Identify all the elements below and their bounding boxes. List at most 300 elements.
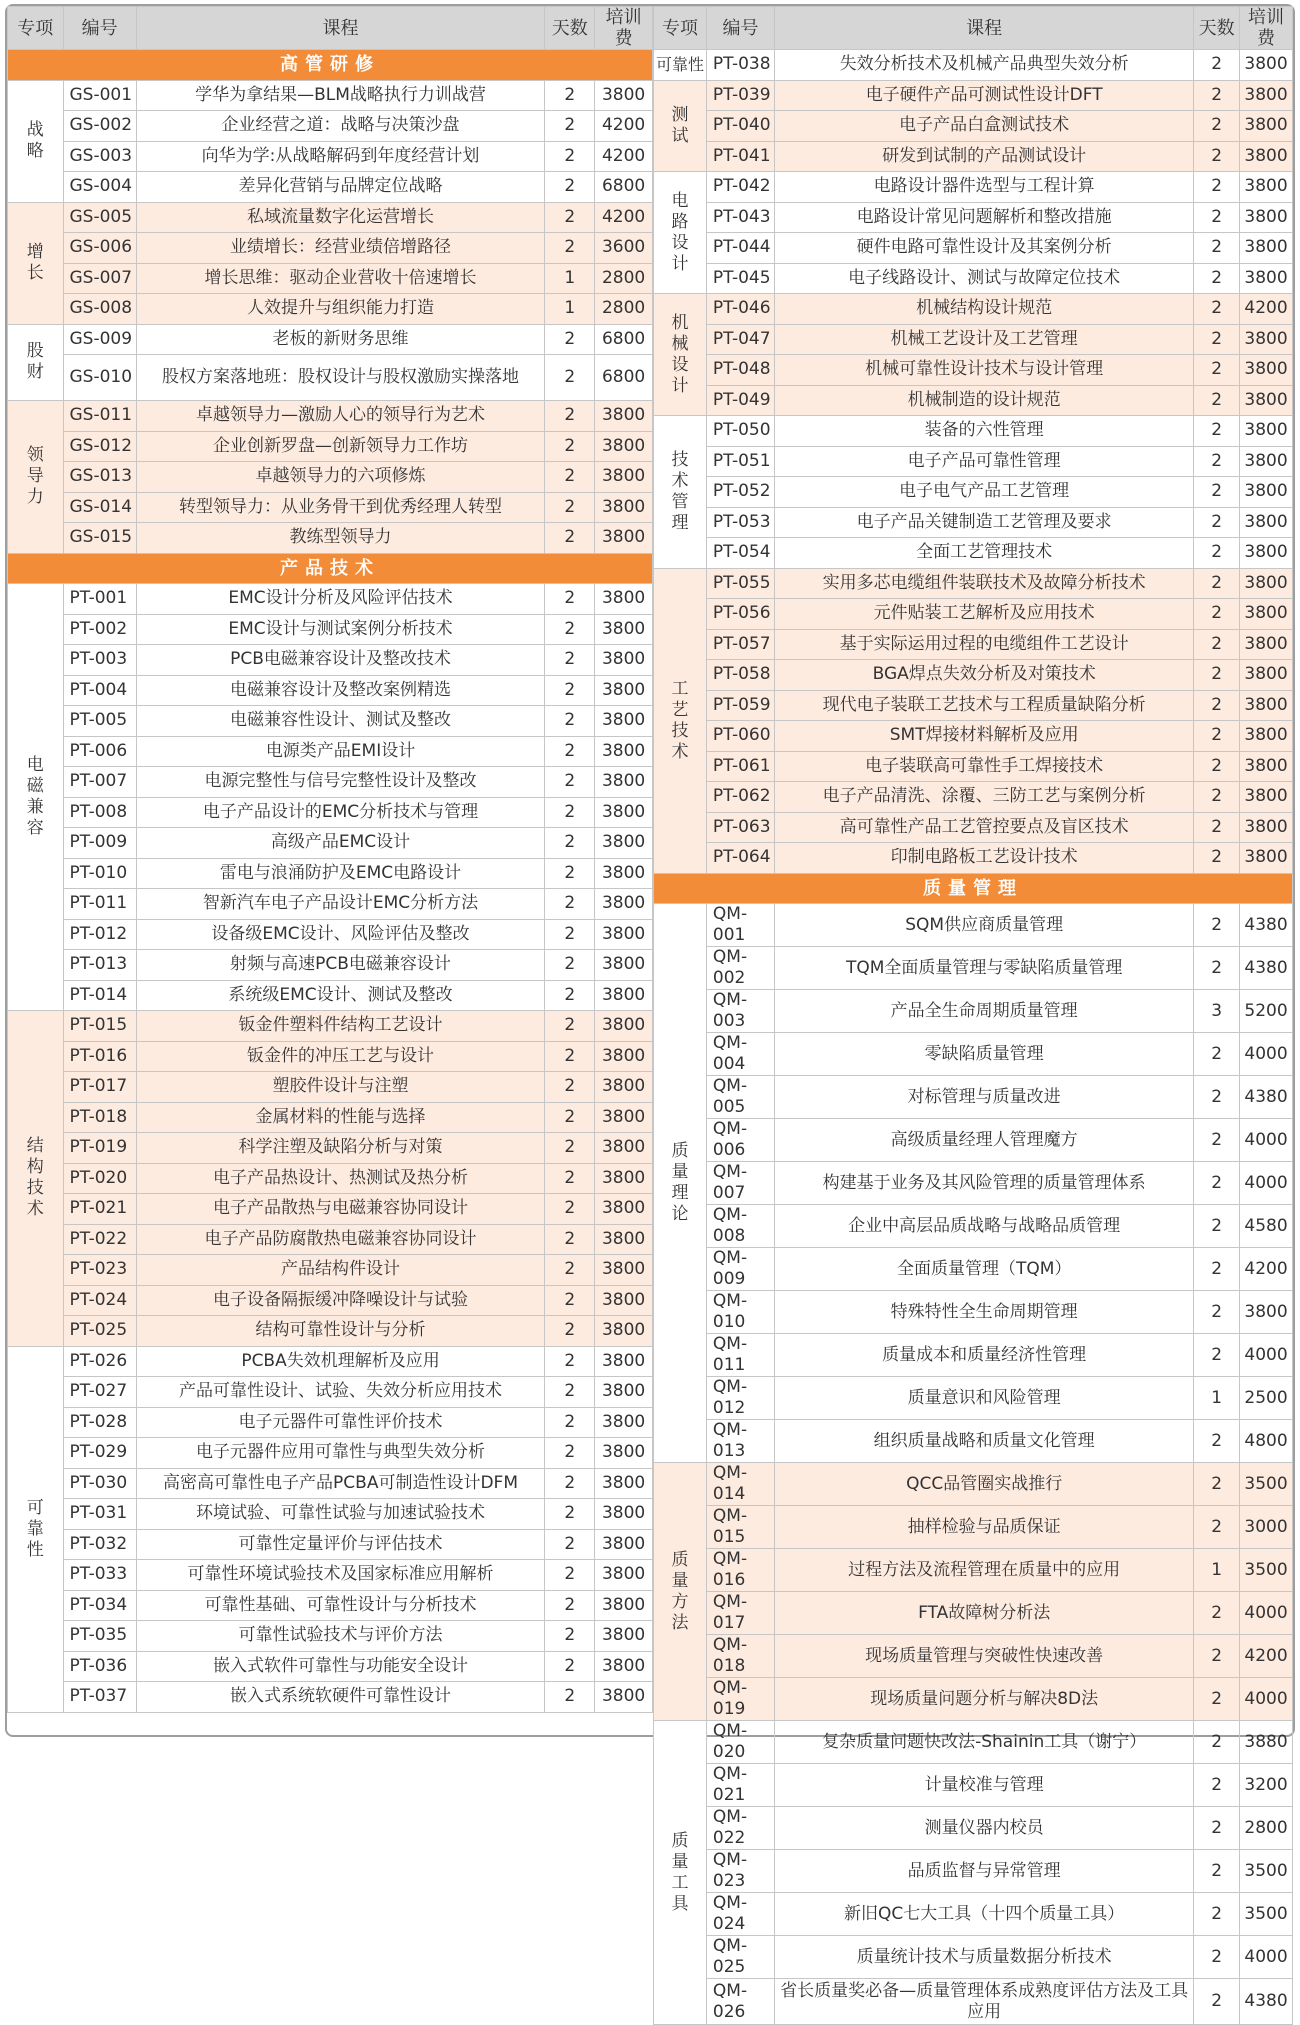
course-days: 2 — [545, 1163, 595, 1194]
course-fee: 2800 — [595, 263, 653, 294]
course-name: PCBA失效机理解析及应用 — [136, 1346, 545, 1377]
table-row — [654, 1248, 1293, 1291]
course-days: 2 — [1194, 385, 1240, 416]
course-code: QM-009 — [706, 1248, 774, 1291]
table-row — [8, 919, 653, 950]
course-fee: 3800 — [1240, 416, 1293, 447]
course-name: 电子电气产品工艺管理 — [775, 477, 1194, 508]
table-row — [654, 202, 1293, 233]
course-code: PT-050 — [706, 416, 774, 447]
course-fee: 3800 — [1240, 599, 1293, 630]
course-name: BGA焊点失效分析及对策技术 — [775, 660, 1194, 691]
course-name: 电子产品可靠性管理 — [775, 446, 1194, 477]
course-days: 1 — [545, 263, 595, 294]
course-days: 2 — [545, 1468, 595, 1499]
course-code: PT-056 — [706, 599, 774, 630]
course-fee: 4000 — [1240, 1119, 1293, 1162]
section-title: 产品技术 — [8, 553, 653, 584]
course-name: 高级质量经理人管理魔方 — [775, 1119, 1194, 1162]
table-row — [8, 1011, 653, 1042]
course-fee: 3800 — [595, 1438, 653, 1469]
table-row — [8, 462, 653, 493]
course-fee: 3800 — [595, 1621, 653, 1652]
course-fee: 3800 — [1240, 568, 1293, 599]
course-fee: 3800 — [595, 80, 653, 111]
course-days: 2 — [1194, 80, 1240, 111]
course-code: PT-022 — [63, 1224, 136, 1255]
course-fee: 3800 — [1240, 355, 1293, 386]
course-name: 电子产品设计的EMC分析技术与管理 — [136, 797, 545, 828]
table-row — [654, 1205, 1293, 1248]
course-days: 2 — [1194, 568, 1240, 599]
course-code: PT-052 — [706, 477, 774, 508]
course-days: 2 — [545, 202, 595, 233]
course-fee: 6800 — [595, 355, 653, 401]
course-days: 1 — [1194, 1377, 1240, 1420]
header-course: 课程 — [136, 7, 545, 50]
table-row — [654, 1549, 1293, 1592]
table-row — [654, 1420, 1293, 1463]
course-days: 1 — [545, 294, 595, 325]
course-code: PT-040 — [706, 111, 774, 142]
course-name: 机械工艺设计及工艺管理 — [775, 324, 1194, 355]
course-code: PT-019 — [63, 1133, 136, 1164]
course-code: PT-054 — [706, 538, 774, 569]
course-code: PT-005 — [63, 706, 136, 737]
table-row — [654, 1592, 1293, 1635]
course-days: 2 — [545, 1011, 595, 1042]
course-days: 2 — [1194, 1592, 1240, 1635]
course-code: PT-061 — [706, 751, 774, 782]
table-row — [8, 324, 653, 355]
course-days: 2 — [545, 401, 595, 432]
course-name: 可靠性试验技术与评价方法 — [136, 1621, 545, 1652]
course-days: 2 — [1194, 477, 1240, 508]
table-row — [654, 1334, 1293, 1377]
course-name: 增长思维：驱动企业营收十倍速增长 — [136, 263, 545, 294]
course-fee: 3500 — [1240, 1850, 1293, 1893]
course-code: QM-022 — [706, 1807, 774, 1850]
course-code: PT-063 — [706, 812, 774, 843]
table-row — [654, 141, 1293, 172]
course-days: 2 — [1194, 263, 1240, 294]
course-name: 股权方案落地班：股权设计与股权激励实操落地 — [136, 355, 545, 401]
course-fee: 3800 — [595, 1255, 653, 1286]
course-days: 2 — [545, 980, 595, 1011]
course-code: PT-012 — [63, 919, 136, 950]
course-code: GS-014 — [63, 492, 136, 523]
course-fee: 3800 — [595, 1407, 653, 1438]
course-fee: 4000 — [1240, 1936, 1293, 1979]
course-code: PT-001 — [63, 584, 136, 615]
course-code: PT-013 — [63, 950, 136, 981]
course-days: 2 — [1194, 233, 1240, 264]
course-fee: 4580 — [1240, 1205, 1293, 1248]
course-fee: 2500 — [1240, 1377, 1293, 1420]
course-name: 省长质量奖必备—质量管理体系成熟度评估方法及工具应用 — [775, 1979, 1194, 2025]
course-name: 印制电路板工艺设计技术 — [775, 843, 1194, 874]
table-row — [8, 172, 653, 203]
table-row — [654, 1162, 1293, 1205]
course-name: 卓越领导力的六项修炼 — [136, 462, 545, 493]
course-fee: 3800 — [595, 797, 653, 828]
course-days: 2 — [545, 431, 595, 462]
table-row — [654, 233, 1293, 264]
course-code: QM-018 — [706, 1635, 774, 1678]
course-code: PT-042 — [706, 172, 774, 203]
course-code: GS-008 — [63, 294, 136, 325]
table-row — [8, 645, 653, 676]
table-row — [8, 202, 653, 233]
course-code: PT-004 — [63, 675, 136, 706]
course-name: 可靠性定量评价与评估技术 — [136, 1529, 545, 1560]
table-row — [8, 1041, 653, 1072]
course-name: 雷电与浪涌防护及EMC电路设计 — [136, 858, 545, 889]
course-code: QM-019 — [706, 1678, 774, 1721]
course-fee: 3200 — [1240, 1764, 1293, 1807]
course-code: PT-023 — [63, 1255, 136, 1286]
course-name: 钣金件塑料件结构工艺设计 — [136, 1011, 545, 1042]
course-fee: 4200 — [595, 111, 653, 142]
course-fee: 3800 — [1240, 507, 1293, 538]
header-fee: 培训费 — [595, 7, 653, 50]
course-code: PT-018 — [63, 1102, 136, 1133]
table-row — [654, 385, 1293, 416]
course-fee: 3800 — [595, 492, 653, 523]
table-row — [654, 1678, 1293, 1721]
course-days: 2 — [1194, 1807, 1240, 1850]
course-code: PT-008 — [63, 797, 136, 828]
course-fee: 3800 — [1240, 721, 1293, 752]
course-code: PT-035 — [63, 1621, 136, 1652]
course-days: 2 — [1194, 202, 1240, 233]
table-row — [8, 80, 653, 111]
group-label-质量方法: 质量方法 — [654, 1463, 707, 1721]
course-code: PT-059 — [706, 690, 774, 721]
course-fee: 3800 — [1240, 80, 1293, 111]
table-row — [8, 828, 653, 859]
course-name: TQM全面质量管理与零缺陷质量管理 — [775, 947, 1194, 990]
course-name: 私域流量数字化运营增长 — [136, 202, 545, 233]
table-row — [654, 568, 1293, 599]
table-row — [654, 1291, 1293, 1334]
course-fee: 3800 — [595, 858, 653, 889]
course-fee: 3600 — [595, 233, 653, 264]
course-code: PT-024 — [63, 1285, 136, 1316]
course-days: 2 — [545, 1621, 595, 1652]
course-name: 复杂质量问题快改法-Shainin工具（谢宁） — [775, 1721, 1194, 1764]
course-days: 2 — [1194, 141, 1240, 172]
table-row — [654, 690, 1293, 721]
course-days: 2 — [1194, 1420, 1240, 1463]
group-label-战略: 战略 — [8, 80, 64, 202]
course-code: GS-011 — [63, 401, 136, 432]
course-fee: 3800 — [1240, 446, 1293, 477]
course-fee: 3800 — [1240, 141, 1293, 172]
section-title: 高管研修 — [8, 50, 653, 81]
course-name: 抽样检验与品质保证 — [775, 1506, 1194, 1549]
course-name: 过程方法及流程管理在质量中的应用 — [775, 1549, 1194, 1592]
table-row — [654, 294, 1293, 325]
course-days: 2 — [1194, 751, 1240, 782]
course-name: 基于实际运用过程的电缆组件工艺设计 — [775, 629, 1194, 660]
course-code: QM-011 — [706, 1334, 774, 1377]
course-name: 差异化营销与品牌定位战略 — [136, 172, 545, 203]
table-row — [8, 675, 653, 706]
course-code: QM-014 — [706, 1463, 774, 1506]
course-code: QM-005 — [706, 1076, 774, 1119]
table-row — [654, 1850, 1293, 1893]
course-days: 2 — [545, 1255, 595, 1286]
course-days: 2 — [545, 1346, 595, 1377]
course-fee: 3800 — [595, 736, 653, 767]
table-row — [654, 782, 1293, 813]
course-days: 2 — [545, 1682, 595, 1713]
course-name: 企业经营之道：战略与决策沙盘 — [136, 111, 545, 142]
table-row — [654, 50, 1293, 81]
course-fee: 3800 — [1240, 690, 1293, 721]
course-code: PT-020 — [63, 1163, 136, 1194]
course-days: 2 — [545, 1560, 595, 1591]
course-fee: 3800 — [595, 767, 653, 798]
course-name: 环境试验、可靠性试验与加速试验技术 — [136, 1499, 545, 1530]
table-row — [8, 950, 653, 981]
course-days: 2 — [1194, 1635, 1240, 1678]
course-name: 电子装联高可靠性手工焊接技术 — [775, 751, 1194, 782]
course-name: 机械结构设计规范 — [775, 294, 1194, 325]
course-days: 2 — [1194, 446, 1240, 477]
table-row — [8, 767, 653, 798]
course-days: 2 — [1194, 1033, 1240, 1076]
course-code: QM-001 — [706, 904, 774, 947]
course-fee: 3800 — [595, 1102, 653, 1133]
course-days: 2 — [1194, 690, 1240, 721]
table-row — [8, 1255, 653, 1286]
course-code: PT-062 — [706, 782, 774, 813]
course-name: 构建基于业务及其风险管理的质量管理体系 — [775, 1162, 1194, 1205]
course-days: 2 — [545, 1224, 595, 1255]
course-code: PT-002 — [63, 614, 136, 645]
course-fee: 3800 — [595, 1377, 653, 1408]
course-code: GS-013 — [63, 462, 136, 493]
course-days: 2 — [545, 233, 595, 264]
course-name: 电子元器件应用可靠性与典型失效分析 — [136, 1438, 545, 1469]
course-code: PT-010 — [63, 858, 136, 889]
course-fee: 3800 — [595, 950, 653, 981]
course-days: 2 — [545, 919, 595, 950]
course-fee: 3800 — [595, 1133, 653, 1164]
course-days: 2 — [545, 1072, 595, 1103]
course-name: 机械制造的设计规范 — [775, 385, 1194, 416]
group-label-工艺技术: 工艺技术 — [654, 568, 707, 873]
course-fee: 3800 — [595, 1194, 653, 1225]
course-fee: 3800 — [595, 889, 653, 920]
table-row — [8, 1102, 653, 1133]
course-fee: 6800 — [595, 324, 653, 355]
table-row — [654, 80, 1293, 111]
course-fee: 2800 — [1240, 1807, 1293, 1850]
course-fee: 4380 — [1240, 1979, 1293, 2025]
table-row — [654, 1721, 1293, 1764]
course-fee: 3800 — [595, 1468, 653, 1499]
course-name: 电子产品散热与电磁兼容协同设计 — [136, 1194, 545, 1225]
table-row — [654, 355, 1293, 386]
course-name: 业绩增长：经营业绩倍增路径 — [136, 233, 545, 264]
table-row — [654, 660, 1293, 691]
course-days: 2 — [545, 324, 595, 355]
table-row — [8, 1560, 653, 1591]
table-row — [654, 111, 1293, 142]
group-label-电磁兼容: 电磁兼容 — [8, 584, 64, 1011]
course-fee: 4380 — [1240, 1076, 1293, 1119]
course-fee: 3800 — [595, 645, 653, 676]
course-name: 设备级EMC设计、风险评估及整改 — [136, 919, 545, 950]
group-label-增长: 增长 — [8, 202, 64, 324]
course-code: PT-064 — [706, 843, 774, 874]
course-days: 2 — [1194, 1979, 1240, 2025]
course-code: GS-004 — [63, 172, 136, 203]
course-name: 电源类产品EMI设计 — [136, 736, 545, 767]
course-code: PT-037 — [63, 1682, 136, 1713]
course-fee: 3800 — [1240, 385, 1293, 416]
course-days: 2 — [545, 111, 595, 142]
course-fee: 4000 — [1240, 1334, 1293, 1377]
course-code: GS-001 — [63, 80, 136, 111]
course-code: QM-006 — [706, 1119, 774, 1162]
course-days: 2 — [545, 645, 595, 676]
course-days: 2 — [1194, 1506, 1240, 1549]
course-name: SMT焊接材料解析及应用 — [775, 721, 1194, 752]
course-name: 质量意识和风险管理 — [775, 1377, 1194, 1420]
course-fee: 3800 — [1240, 202, 1293, 233]
table-row — [8, 1133, 653, 1164]
header-row — [654, 7, 1293, 50]
course-code: QM-024 — [706, 1893, 774, 1936]
course-name: 现场质量管理与突破性快速改善 — [775, 1635, 1194, 1678]
header-code: 编号 — [706, 7, 774, 50]
table-row — [8, 1590, 653, 1621]
course-fee: 2800 — [595, 294, 653, 325]
table-row — [654, 1506, 1293, 1549]
course-days: 2 — [1194, 629, 1240, 660]
course-days: 2 — [545, 355, 595, 401]
course-code: PT-034 — [63, 1590, 136, 1621]
course-name: 金属材料的性能与选择 — [136, 1102, 545, 1133]
course-name: 研发到试制的产品测试设计 — [775, 141, 1194, 172]
course-fee: 4200 — [1240, 1635, 1293, 1678]
group-label-可靠性: 可靠性 — [8, 1346, 64, 1712]
header-days: 天数 — [1194, 7, 1240, 50]
course-fee: 3800 — [595, 1163, 653, 1194]
course-days: 2 — [545, 736, 595, 767]
course-fee: 3800 — [1240, 324, 1293, 355]
course-days: 2 — [1194, 782, 1240, 813]
course-fee: 4200 — [595, 141, 653, 172]
course-code: QM-003 — [706, 990, 774, 1033]
group-label-机械设计: 机械设计 — [654, 294, 707, 416]
table-row — [654, 538, 1293, 569]
table-row — [8, 233, 653, 264]
course-fee: 6800 — [595, 172, 653, 203]
course-days: 2 — [545, 1285, 595, 1316]
table-row — [654, 446, 1293, 477]
table-row — [654, 599, 1293, 630]
course-name: 组织质量战略和质量文化管理 — [775, 1420, 1194, 1463]
course-fee: 4000 — [1240, 1678, 1293, 1721]
table-row — [8, 584, 653, 615]
course-code: PT-058 — [706, 660, 774, 691]
course-code: PT-029 — [63, 1438, 136, 1469]
course-name: 高可靠性产品工艺管控要点及盲区技术 — [775, 812, 1194, 843]
section-header-row — [654, 873, 1293, 904]
table-row — [654, 263, 1293, 294]
course-name: 高密高可靠性电子产品PCBA可制造性设计DFM — [136, 1468, 545, 1499]
course-name: 人效提升与组织能力打造 — [136, 294, 545, 325]
course-name: EMC设计分析及风险评估技术 — [136, 584, 545, 615]
course-name: 电磁兼容设计及整改案例精选 — [136, 675, 545, 706]
catalog-frame — [5, 4, 1295, 2022]
course-code: QM-012 — [706, 1377, 774, 1420]
header-code: 编号 — [63, 7, 136, 50]
course-code: PT-017 — [63, 1072, 136, 1103]
course-code: QM-020 — [706, 1721, 774, 1764]
course-code: QM-023 — [706, 1850, 774, 1893]
course-code: QM-004 — [706, 1033, 774, 1076]
course-days: 2 — [545, 675, 595, 706]
course-code: PT-014 — [63, 980, 136, 1011]
header-group: 专项 — [8, 7, 64, 50]
course-days: 2 — [545, 172, 595, 203]
course-name: SQM供应商质量管理 — [775, 904, 1194, 947]
course-fee: 3800 — [1240, 477, 1293, 508]
course-name: QCC品管圈实战推行 — [775, 1463, 1194, 1506]
course-days: 2 — [545, 1590, 595, 1621]
course-name: 电路设计器件选型与工程计算 — [775, 172, 1194, 203]
course-fee: 3800 — [595, 1316, 653, 1347]
course-code: QM-008 — [706, 1205, 774, 1248]
course-table-right — [653, 6, 1293, 2025]
table-row — [8, 614, 653, 645]
course-fee: 3800 — [1240, 782, 1293, 813]
course-code: PT-043 — [706, 202, 774, 233]
section-title: 质量管理 — [654, 873, 1293, 904]
table-row — [8, 1285, 653, 1316]
course-days: 2 — [545, 80, 595, 111]
course-fee: 4380 — [1240, 947, 1293, 990]
table-row — [654, 629, 1293, 660]
course-days: 3 — [1194, 990, 1240, 1033]
course-fee: 3800 — [595, 828, 653, 859]
course-code: GS-007 — [63, 263, 136, 294]
course-code: PT-048 — [706, 355, 774, 386]
course-fee: 3800 — [1240, 111, 1293, 142]
course-name: 老板的新财务思维 — [136, 324, 545, 355]
course-fee: 3800 — [595, 1499, 653, 1530]
course-name: 电子元器件可靠性评价技术 — [136, 1407, 545, 1438]
course-code: PT-009 — [63, 828, 136, 859]
course-name: PCB电磁兼容设计及整改技术 — [136, 645, 545, 676]
table-row — [8, 1438, 653, 1469]
table-row — [8, 401, 653, 432]
course-name: 电子产品清洗、涂覆、三防工艺与案例分析 — [775, 782, 1194, 813]
course-name: 塑胶件设计与注塑 — [136, 1072, 545, 1103]
course-days: 2 — [1194, 812, 1240, 843]
course-fee: 3800 — [595, 431, 653, 462]
table-row — [8, 1682, 653, 1713]
course-days: 2 — [545, 584, 595, 615]
table-row — [654, 904, 1293, 947]
course-code: GS-010 — [63, 355, 136, 401]
